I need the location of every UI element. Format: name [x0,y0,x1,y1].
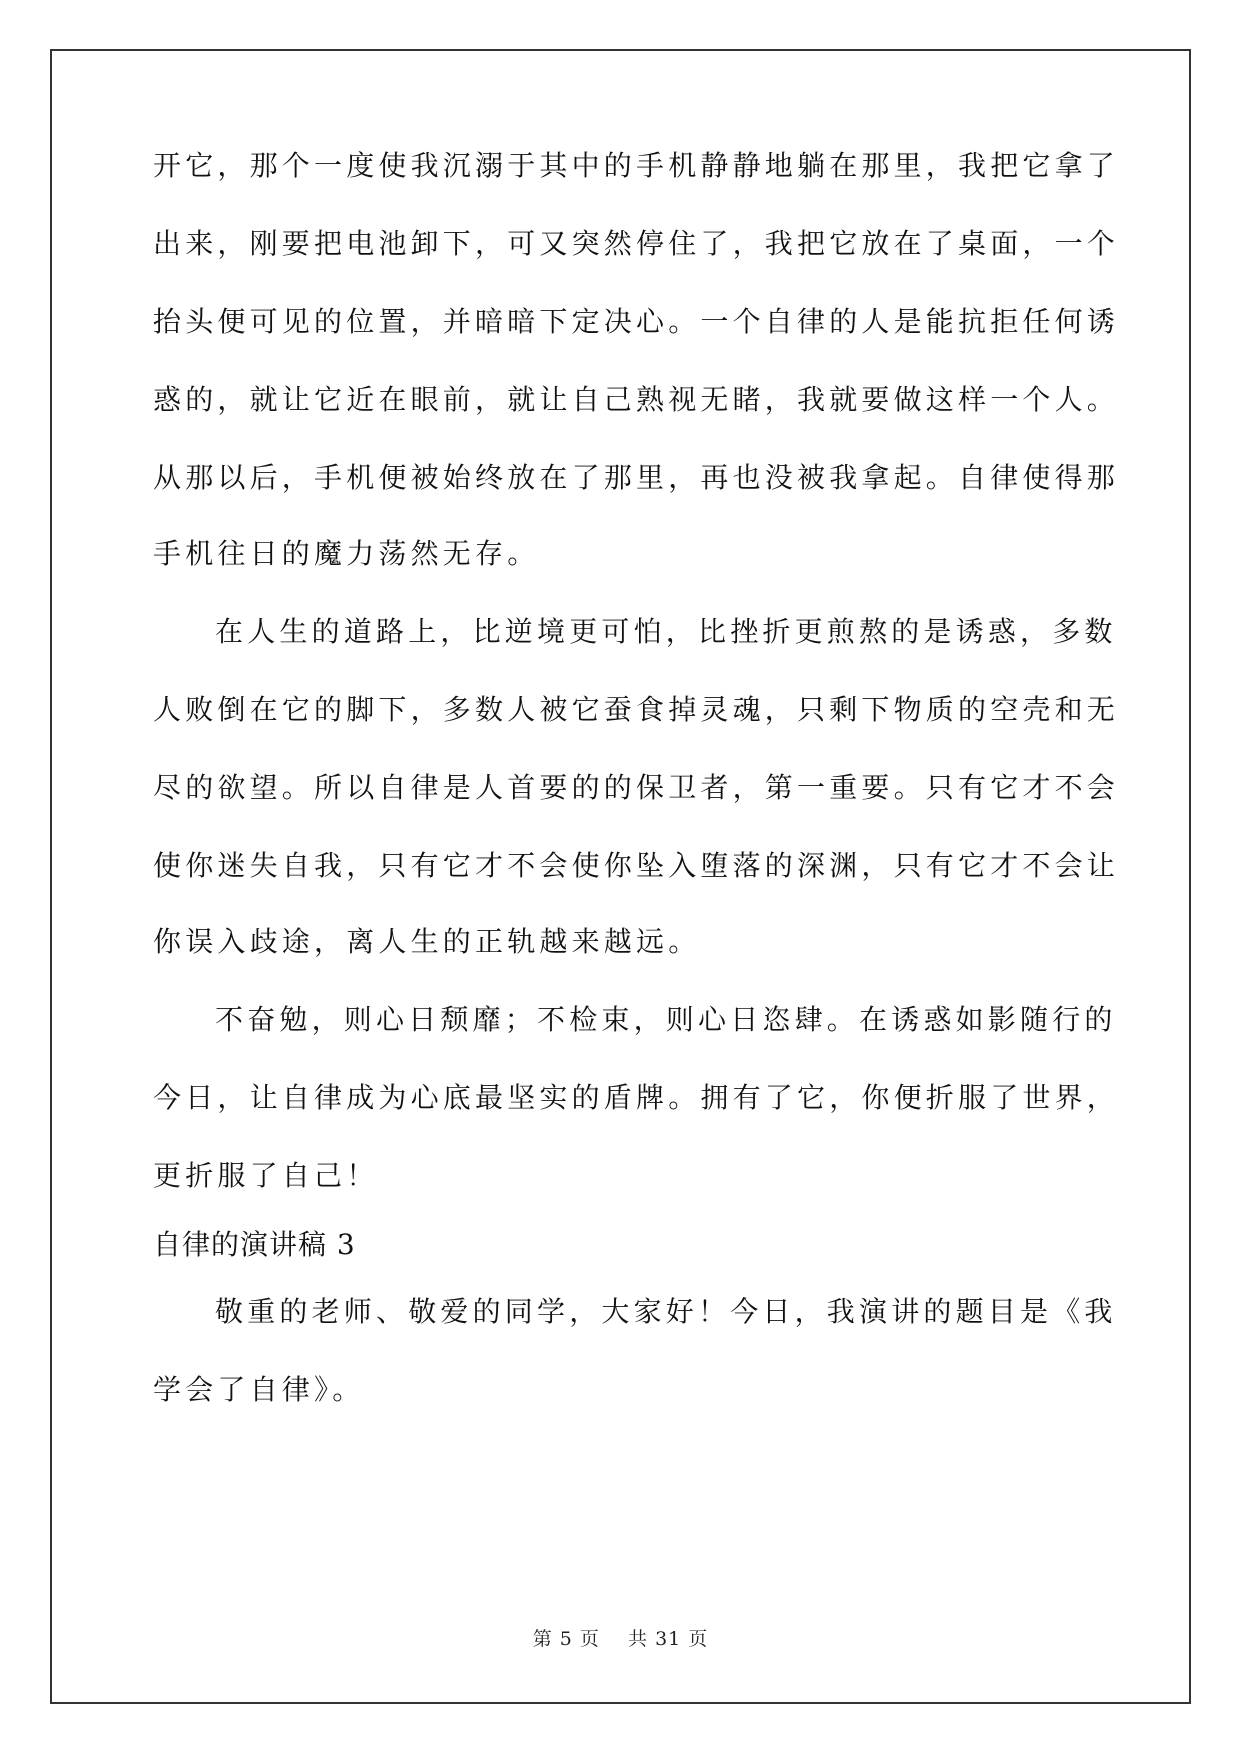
page-number: 第 5 页 [532,1628,600,1650]
page-footer [0,1627,1241,1651]
paragraph-line: 你误入歧途，离人生的正轨越来越远。 [153,925,701,958]
paragraph-line: 学会了自律》。 [153,1373,365,1406]
paragraph-line: 不奋勉，则心日颓靡；不检束，则心日恣肆。在诱惑如影随行的 [215,1003,1117,1036]
section-heading: 自律的演讲稿 3 [153,1228,356,1261]
paragraph-line: 抬头便可见的位置，并暗暗下定决心。一个自律的人是能抗拒任何诱 [153,305,1120,338]
paragraph-line: 从那以后，手机便被始终放在了那里，再也没被我拿起。自律使得那 [153,461,1120,494]
paragraph-line: 开它，那个一度使我沉溺于其中的手机静静地躺在那里，我把它拿了 [153,149,1120,182]
paragraph-line: 尽的欲望。所以自律是人首要的的保卫者，第一重要。只有它才不会 [153,771,1120,804]
paragraph-line: 更折服了自己！ [153,1159,379,1192]
paragraph-line: 人败倒在它的脚下，多数人被它蚕食掉灵魂，只剩下物质的空壳和无 [153,693,1120,726]
paragraph-line: 使你迷失自我，只有它才不会使你坠入堕落的深渊，只有它才不会让 [153,849,1120,882]
paragraph-line: 出来，刚要把电池卸下，可又突然停住了，我把它放在了桌面，一个 [153,227,1120,260]
paragraph-line: 手机往日的魔力荡然无存。 [153,537,540,570]
paragraph-line: 敬重的老师、敬爱的同学，大家好！今日，我演讲的题目是《我 [215,1295,1117,1328]
paragraph-line: 今日，让自律成为心底最坚实的盾牌。拥有了它，你便折服了世界， [153,1081,1120,1114]
paragraph-line: 惑的，就让它近在眼前，就让自己熟视无睹，我就要做这样一个人。 [153,383,1120,416]
page-total: 共 31 页 [628,1628,709,1650]
paragraph-line: 在人生的道路上，比逆境更可怕，比挫折更煎熬的是诱惑，多数 [215,615,1117,648]
